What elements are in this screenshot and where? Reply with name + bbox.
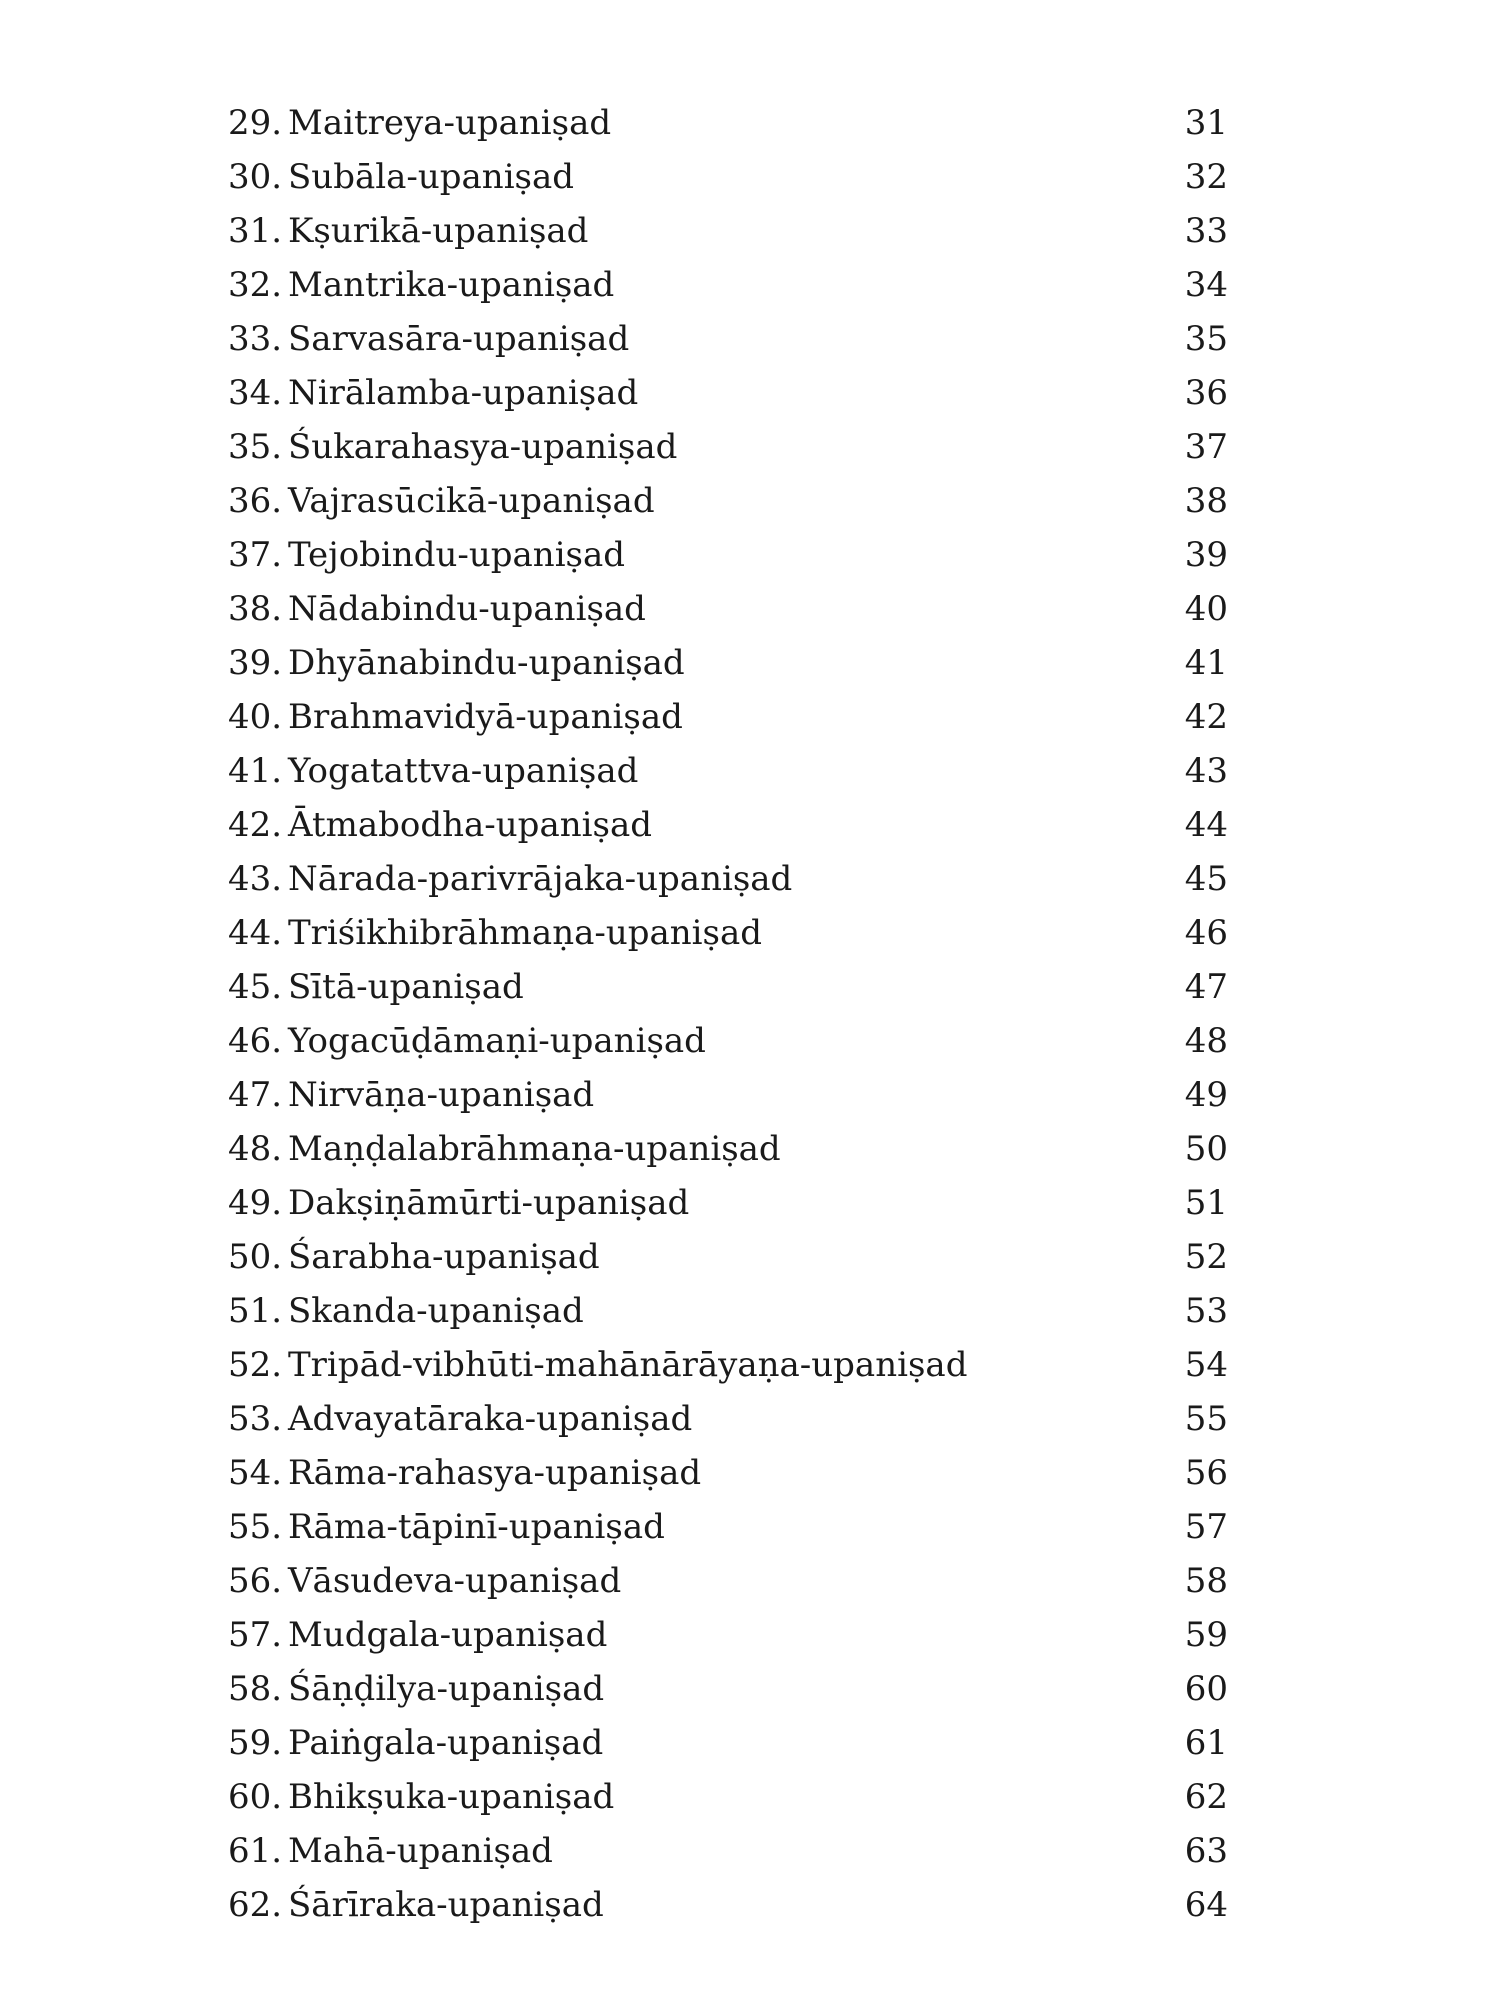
- toc-entry: [228, 1122, 1228, 1176]
- entry-title: Śarabha-upaniṣad: [288, 1237, 600, 1277]
- entry-title: Vāsudeva-upaniṣad: [288, 1561, 622, 1601]
- entry-number: 52.: [228, 1345, 283, 1385]
- entry-number: 53.: [228, 1399, 283, 1439]
- toc-entry: [228, 1554, 1228, 1608]
- entry-title: Sarvasāra-upaniṣad: [288, 319, 630, 359]
- toc-entry: [228, 1230, 1228, 1284]
- toc-entry: [228, 690, 1228, 744]
- entry-title: Mudgala-upaniṣad: [288, 1615, 608, 1655]
- toc-entry: [228, 1284, 1228, 1338]
- entry-title: Rāma-rahasya-upaniṣad: [288, 1453, 702, 1493]
- entry-page-number: 50: [1184, 1129, 1228, 1169]
- entry-title: Dakṣiṇāmūrti-upaniṣad: [288, 1183, 690, 1223]
- entry-number: 32.: [228, 265, 283, 305]
- toc-entry: [228, 1716, 1228, 1770]
- entry-page-number: 48: [1184, 1021, 1228, 1061]
- toc-entry: [228, 960, 1228, 1014]
- toc-entry: [228, 150, 1228, 204]
- entry-page-number: 51: [1184, 1183, 1228, 1223]
- entry-page-number: 57: [1184, 1507, 1228, 1547]
- entry-number: 35.: [228, 427, 283, 467]
- entry-title: Śārīraka-upaniṣad: [288, 1885, 604, 1925]
- toc-entry: [228, 1392, 1228, 1446]
- entry-number: 62.: [228, 1885, 283, 1925]
- entry-title: Tejobindu-upaniṣad: [288, 535, 626, 575]
- toc-entry: [228, 906, 1228, 960]
- entry-title: Mahā-upaniṣad: [288, 1831, 553, 1871]
- entry-number: 43.: [228, 859, 283, 899]
- entry-page-number: 44: [1184, 805, 1228, 845]
- entry-title: Śukarahasya-upaniṣad: [288, 427, 678, 467]
- table-of-contents: [228, 96, 1228, 1932]
- entry-number: 33.: [228, 319, 283, 359]
- toc-entry: [228, 1068, 1228, 1122]
- entry-title: Skanda-upaniṣad: [288, 1291, 584, 1331]
- entry-title: Nirālamba-upaniṣad: [288, 373, 639, 413]
- entry-title: Subāla-upaniṣad: [288, 157, 575, 197]
- entry-number: 56.: [228, 1561, 283, 1601]
- entry-page-number: 64: [1184, 1885, 1228, 1925]
- toc-entry: [228, 1176, 1228, 1230]
- entry-title: Dhyānabindu-upaniṣad: [288, 643, 685, 683]
- entry-page-number: 32: [1184, 157, 1228, 197]
- entry-title: Ātmabodha-upaniṣad: [288, 805, 652, 845]
- toc-entry: [228, 366, 1228, 420]
- entry-number: 44.: [228, 913, 283, 953]
- entry-page-number: 40: [1184, 589, 1228, 629]
- toc-entry: [228, 1446, 1228, 1500]
- entry-title: Śāṇḍilya-upaniṣad: [288, 1669, 605, 1709]
- entry-page-number: 62: [1184, 1777, 1228, 1817]
- entry-title: Nārada-parivrājaka-upaniṣad: [288, 859, 793, 899]
- toc-entry: [228, 636, 1228, 690]
- entry-title: Nirvāṇa-upaniṣad: [288, 1075, 595, 1115]
- entry-title: Nādabindu-upaniṣad: [288, 589, 646, 629]
- entry-page-number: 38: [1184, 481, 1228, 521]
- entry-number: 38.: [228, 589, 283, 629]
- toc-entry: [228, 1608, 1228, 1662]
- entry-page-number: 31: [1184, 103, 1228, 143]
- toc-entry: [228, 1500, 1228, 1554]
- toc-entry: [228, 1878, 1228, 1932]
- entry-page-number: 43: [1184, 751, 1228, 791]
- entry-number: 50.: [228, 1237, 283, 1277]
- entry-page-number: 52: [1184, 1237, 1228, 1277]
- entry-number: 49.: [228, 1183, 283, 1223]
- entry-title: Tripād-vibhūti-mahānārāyaṇa-upaniṣad: [288, 1345, 968, 1385]
- entry-number: 41.: [228, 751, 283, 791]
- entry-title: Rāma-tāpinī-upaniṣad: [288, 1507, 665, 1547]
- entry-number: 55.: [228, 1507, 283, 1547]
- entry-number: 54.: [228, 1453, 283, 1493]
- entry-page-number: 55: [1184, 1399, 1228, 1439]
- entry-page-number: 53: [1184, 1291, 1228, 1331]
- entry-page-number: 63: [1184, 1831, 1228, 1871]
- entry-number: 48.: [228, 1129, 283, 1169]
- entry-title: Yogacūḍāmaṇi-upaniṣad: [288, 1021, 706, 1061]
- entry-title: Vajrasūcikā-upaniṣad: [288, 481, 655, 521]
- entry-title: Kṣurikā-upaniṣad: [288, 211, 589, 251]
- entry-page-number: 42: [1184, 697, 1228, 737]
- toc-entry: [228, 204, 1228, 258]
- entry-number: 40.: [228, 697, 283, 737]
- entry-page-number: 49: [1184, 1075, 1228, 1115]
- toc-entry: [228, 474, 1228, 528]
- entry-number: 61.: [228, 1831, 283, 1871]
- entry-number: 31.: [228, 211, 283, 251]
- entry-title: Yogatattva-upaniṣad: [288, 751, 639, 791]
- entry-page-number: 45: [1184, 859, 1228, 899]
- entry-number: 29.: [228, 103, 283, 143]
- entry-title: Sītā-upaniṣad: [288, 967, 524, 1007]
- entry-number: 42.: [228, 805, 283, 845]
- toc-entry: [228, 1014, 1228, 1068]
- entry-page-number: 59: [1184, 1615, 1228, 1655]
- entry-number: 59.: [228, 1723, 283, 1763]
- entry-page-number: 35: [1184, 319, 1228, 359]
- entry-number: 39.: [228, 643, 283, 683]
- entry-page-number: 54: [1184, 1345, 1228, 1385]
- toc-entry: [228, 744, 1228, 798]
- entry-page-number: 33: [1184, 211, 1228, 251]
- entry-number: 30.: [228, 157, 283, 197]
- entry-page-number: 58: [1184, 1561, 1228, 1601]
- entry-title: Advayatāraka-upaniṣad: [288, 1399, 693, 1439]
- entry-title: Bhikṣuka-upaniṣad: [288, 1777, 615, 1817]
- entry-number: 51.: [228, 1291, 283, 1331]
- entry-page-number: 41: [1184, 643, 1228, 683]
- toc-entry: [228, 258, 1228, 312]
- entry-number: 36.: [228, 481, 283, 521]
- toc-entry: [228, 582, 1228, 636]
- toc-entry: [228, 852, 1228, 906]
- toc-entry: [228, 96, 1228, 150]
- entry-number: 57.: [228, 1615, 283, 1655]
- entry-number: 58.: [228, 1669, 283, 1709]
- toc-entry: [228, 420, 1228, 474]
- entry-page-number: 36: [1184, 373, 1228, 413]
- entry-page-number: 46: [1184, 913, 1228, 953]
- entry-title: Triśikhibrāhmaṇa-upaniṣad: [288, 913, 763, 953]
- toc-entry: [228, 528, 1228, 582]
- entry-number: 37.: [228, 535, 283, 575]
- entry-page-number: 60: [1184, 1669, 1228, 1709]
- entry-number: 34.: [228, 373, 283, 413]
- entry-number: 45.: [228, 967, 283, 1007]
- entry-title: Brahmavidyā-upaniṣad: [288, 697, 683, 737]
- entry-number: 47.: [228, 1075, 283, 1115]
- entry-page-number: 34: [1184, 265, 1228, 305]
- toc-entry: [228, 1770, 1228, 1824]
- entry-title: Mantrika-upaniṣad: [288, 265, 615, 305]
- toc-entry: [228, 1824, 1228, 1878]
- toc-entry: [228, 1338, 1228, 1392]
- entry-number: 46.: [228, 1021, 283, 1061]
- entry-page-number: 56: [1184, 1453, 1228, 1493]
- entry-page-number: 39: [1184, 535, 1228, 575]
- entry-title: Maitreya-upaniṣad: [288, 103, 612, 143]
- toc-entry: [228, 798, 1228, 852]
- toc-entry: [228, 1662, 1228, 1716]
- toc-entry: [228, 312, 1228, 366]
- entry-title: Paiṅgala-upaniṣad: [288, 1723, 604, 1763]
- entry-page-number: 47: [1184, 967, 1228, 1007]
- entry-page-number: 61: [1184, 1723, 1228, 1763]
- entry-page-number: 37: [1184, 427, 1228, 467]
- entry-number: 60.: [228, 1777, 283, 1817]
- entry-title: Maṇḍalabrāhmaṇa-upaniṣad: [288, 1129, 781, 1169]
